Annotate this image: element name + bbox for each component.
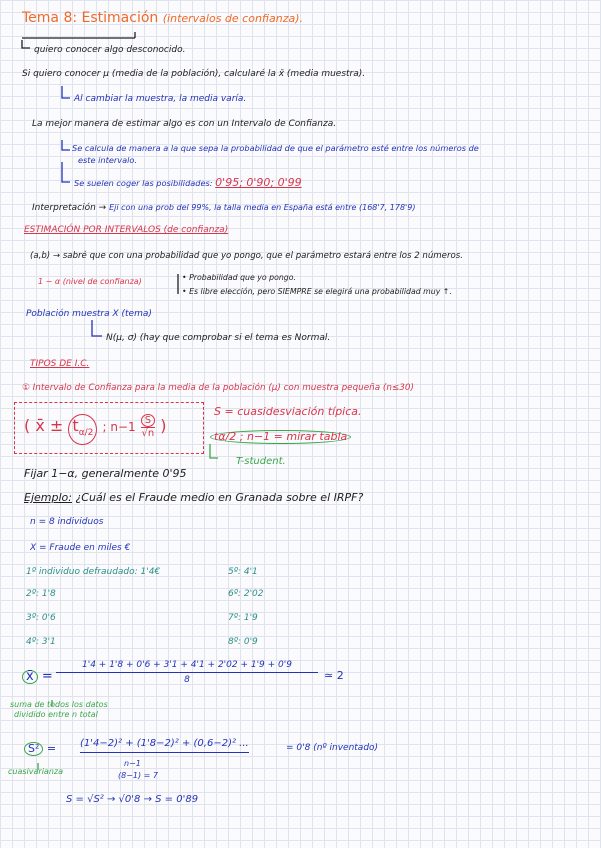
note-text: tα/2 ; n−1 = mirar tabla: [210, 430, 351, 444]
note-line: Se calcula de manera a la que sepa la probabilidad de que el parámetro esté entre los números de: [72, 143, 479, 153]
mean-note: dividido entre n total: [14, 710, 98, 719]
formula-t-subscript: α/2: [78, 428, 94, 439]
example-question: ¿Cuál es el Fraude medio en Granada sobre el IRPF?: [75, 491, 364, 504]
variance-note: cuasivarianza: [8, 767, 63, 776]
note-text: Eji con una prob del 99%, la talla media en España está entre (168'7, 178'9): [109, 203, 416, 212]
data-item: 8º: 0'9: [228, 637, 258, 647]
note-line: Interpretación → Eji con una prob del 99%, la talla media en España está entre (168'7, 178'9): [32, 203, 416, 213]
formula-sqrt-n: √n: [141, 428, 155, 439]
note-line: X = Fraude en miles €: [30, 543, 131, 553]
mean-fraction: [56, 660, 318, 685]
note-line: Fijar 1−α, generalmente 0'95: [24, 467, 187, 480]
variance-numerator: (1'4−2)² + (1'8−2)² + (0,6−2)² ...: [80, 738, 249, 753]
note-line: n = 8 individuos: [30, 517, 104, 527]
page-title: [22, 12, 303, 25]
mean-denominator: 8: [184, 675, 190, 685]
note-line: La mejor manera de estimar algo es con un Intervalo de Confianza.: [32, 119, 337, 129]
data-item: 7º: 1'9: [228, 613, 258, 623]
std-dev-line: S = √S² → √0'8 → S = 0'89: [66, 794, 199, 805]
probability-values: 0'95; 0'90; 0'99: [215, 176, 302, 189]
variance-symbol: S² =: [24, 742, 56, 756]
data-item: 6º: 2'02: [228, 589, 264, 599]
formula-close-paren: ): [160, 416, 167, 435]
note-label: 1 − α (nivel de confianza): [38, 277, 142, 286]
title-subtitle: (intervalos de confianza).: [162, 12, 304, 25]
note-text: Se suelen coger las posibilidades:: [74, 178, 213, 188]
mean-symbol-text: x̄: [22, 670, 38, 684]
note-line: N(μ, σ) (hay que comprobar si el tema es Normal.: [106, 333, 331, 343]
formula-s: S: [141, 414, 155, 427]
data-item: 2º: 1'8: [26, 589, 56, 599]
note-line: Al cambiar la muestra, la media varía.: [74, 94, 247, 104]
example-label: Ejemplo:: [24, 491, 72, 504]
note-line: [74, 177, 302, 189]
note-line: Si quiero conocer μ (media de la población), calcularé la x̄ (media muestra).: [22, 69, 366, 79]
note-line: T-student.: [236, 456, 286, 467]
formula-t: t: [72, 416, 79, 435]
variance-denominator-value: (8−1) = 7: [118, 771, 159, 780]
title-main: Tema 8: Estimación: [22, 10, 159, 26]
mean-numerator: 1'4 + 1'8 + 0'6 + 3'1 + 4'1 + 2'02 + 1'9 + 0'9: [82, 660, 292, 670]
note-line: S = cuasidesviación típica.: [214, 405, 362, 418]
section-heading: TIPOS DE I.C.: [30, 359, 90, 369]
variance-result: = 0'8 (nº inventado): [286, 743, 379, 753]
note-line: • Probabilidad que yo pongo.: [182, 273, 296, 282]
data-item: 1º individuo defraudado: 1'4€: [26, 567, 161, 577]
note-line: (a,b) → sabré que con una probabilidad que yo pongo, que el parámetro estará entre los 2 números.: [30, 251, 463, 261]
mean-result: ≃ 2: [324, 669, 344, 682]
formula-degrees: ; n−1: [102, 420, 136, 434]
section-heading: ESTIMACIÓN POR INTERVALOS (de confianza): [24, 225, 229, 235]
note-line: [24, 492, 363, 504]
note-line: • Es libre elección, pero SIEMPRE se elegirá una probabilidad muy ↑.: [182, 287, 452, 296]
note-line: ① Intervalo de Confianza para la media de la población (μ) con muestra pequeña (n≤30): [22, 383, 414, 393]
variance-symbol-text: S²: [24, 742, 43, 756]
mean-symbol: x̄ =: [22, 670, 53, 684]
data-item: 5º: 4'1: [228, 567, 258, 577]
ci-formula: [24, 414, 166, 445]
variance-denominator: n−1: [124, 759, 141, 768]
mean-note: suma de todos los datos: [10, 700, 108, 709]
note-line: [210, 430, 351, 444]
formula-xbar: x̄ ±: [35, 416, 64, 435]
note-label: Interpretación: [32, 203, 96, 213]
note-line: este intervalo.: [78, 155, 137, 165]
note-line: Población muestra X (tema): [26, 309, 152, 319]
note-line: quiero conocer algo desconocido.: [34, 45, 186, 55]
data-item: 3º: 0'6: [26, 613, 56, 623]
data-item: 4º: 3'1: [26, 637, 56, 647]
fraction-bar: [56, 672, 318, 673]
formula-open-paren: (: [24, 416, 31, 435]
